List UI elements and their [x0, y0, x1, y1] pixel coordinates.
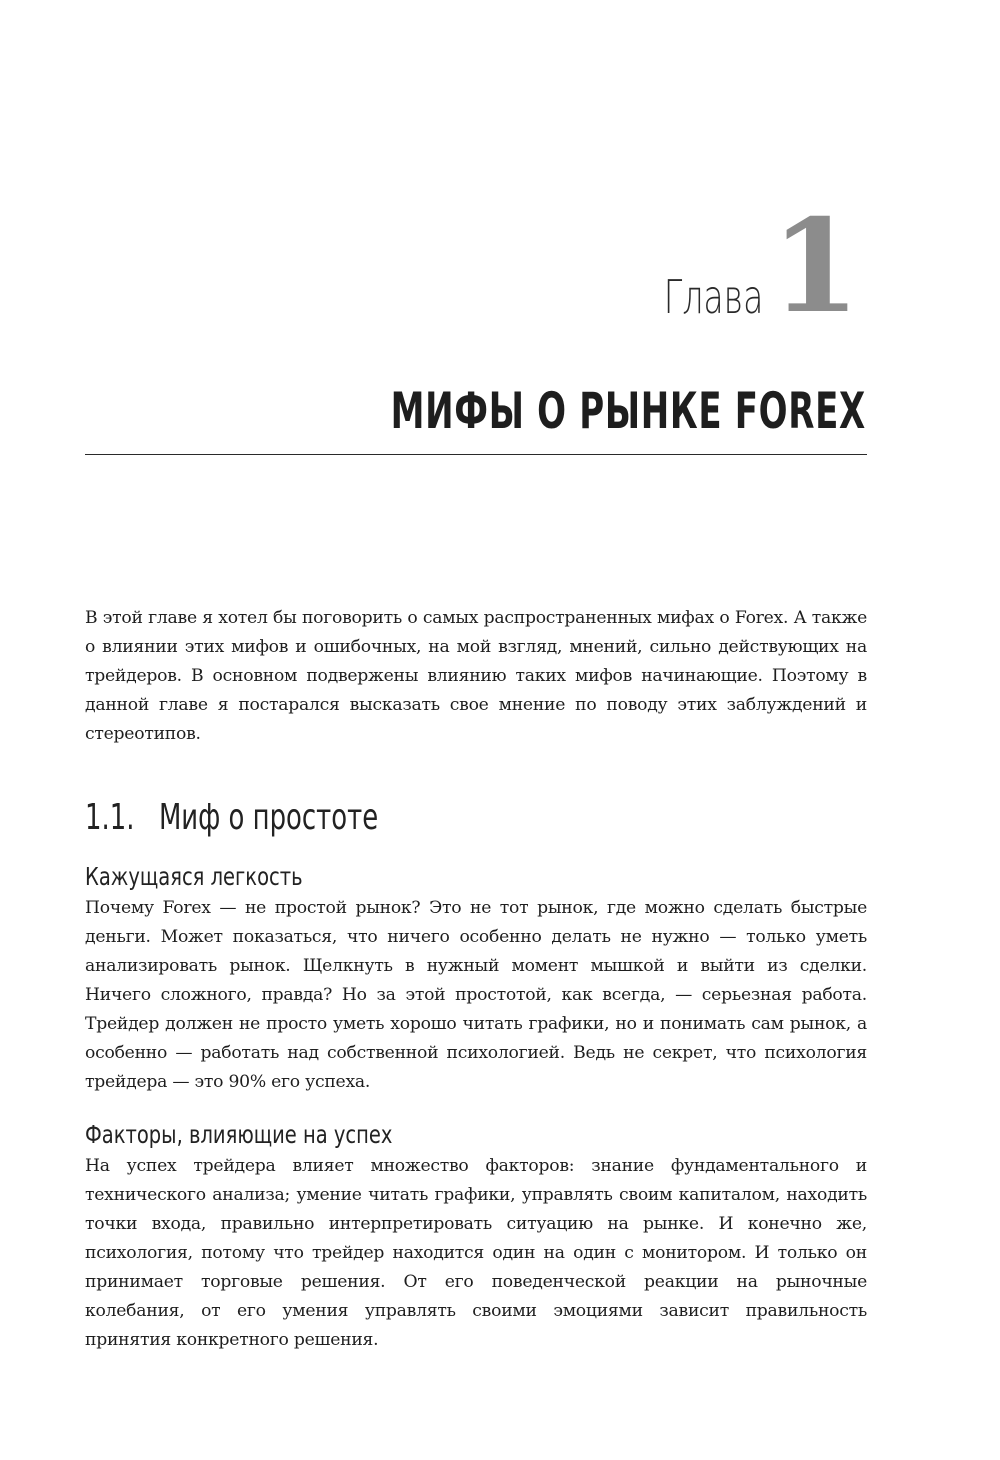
chapter-title: МИФЫ О РЫНКЕ FOREX [390, 382, 866, 440]
subsection-paragraph: На успех трейдера влияет множество факторов: знание фундаментального и технического анализа; умение читать графики, управлять своим капиталом, находить точки входа, правильно интерпретировать ситуацию на рынке. И конечно же, психология, потому что трейдер находится один на один с монитором. И только он принимает торговые решения. От его поведенческой реакции на рыночные колебания, от его умения управлять своими эмоциями зависит правильность принятия конкретного решения. [85, 1156, 867, 1350]
title-divider [85, 454, 867, 455]
subsection-heading: Кажущаяся легкость [85, 862, 303, 891]
chapter-word: Глава [663, 269, 763, 324]
section-title: Миф о простоте [158, 797, 379, 838]
chapter-label [625, 192, 860, 342]
section-number: 1.1. [85, 797, 135, 838]
section-heading [85, 796, 378, 839]
chapter-number: 1 [770, 192, 860, 342]
intro-paragraph: В этой главе я хотел бы поговорить о самых распространенных мифах о Forex. А также о влиянии этих мифов и ошибочных, на мой взгляд, мнений, сильно действующих на трейдеров. В основном подвержены влиянию таких мифов начинающие. Поэтому в данной главе я постарался высказать свое мнение по поводу этих заблуждений и стереотипов. [85, 608, 867, 744]
subsection-heading: Факторы, влияющие на успех [85, 1120, 393, 1149]
subsection-paragraph: Почему Forex — не простой рынок? Это не тот рынок, где можно сделать быстрые деньги. Может показаться, что ничего особенно делать не нужно — только уметь анализировать рынок. Щелкнуть в нужный момент мышкой и выйти из сделки. Ничего сложного, правда? Но за этой простотой, как всегда, — серьезная работа. Трейдер должен не просто уметь хорошо читать графики, но и понимать сам рынок, а особенно — работать над собственной психологией. Ведь не секрет, что психология трейдера — это 90% его успеха. [85, 898, 867, 1092]
